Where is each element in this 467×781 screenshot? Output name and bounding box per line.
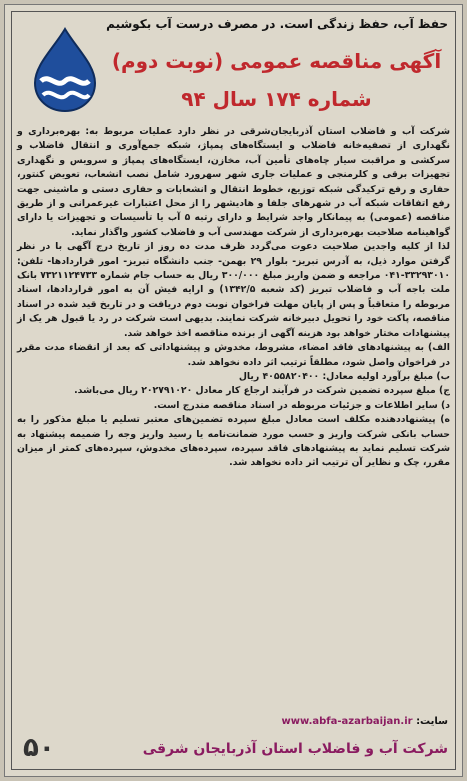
- newspaper-ad: [4, 4, 463, 777]
- condition-b: ب) مبلغ برآورد اولیه معادل: ۴۰۵۵۸۲۰۴۰۰ ریال: [238, 370, 450, 382]
- condition-e: ه) پیشنهاددهنده مکلف است معادل مبلغ سپرده تضمین‌های معتبر تسلیم یا مبلغ مذکور را به حساب بانکی شرکت واریز و حسب مورد ضمانت‌نامه یا رسید واریز وجه را ضمیمه پیشنهاد به شرکت تسلیم نماید به پیشنهادهای فاقد سپرده، سپرده‌های مخدوش، سپرده‌های کمتر از میزان مقرر، چک و نظایر آن ترتیب اثر داده نخواهد شد.: [17, 414, 450, 469]
- website-link[interactable]: www.abfa-azarbaijan.ir: [281, 716, 413, 727]
- ad-body: [17, 125, 450, 471]
- invitation-paragraph: لذا از کلیه واجدین صلاحیت دعوت می‌گردد ظرف مدت ده روز از تاریخ درج آگهی با در نظر گرفتن موارد ذیل، به آدرس تبریز- بلوار ۲۹ بهمن- جنب دانشگاه تبریز- امور قراردادها- تلفن: ۳۳۲۹۳۰۱۰-۰۴۱ مراجعه و ضمن واریز مبلغ ۳۰۰/۰۰۰ ریال به حساب جام شماره ۷۳۲۱۱۲۴۷۳۳ بانک ملت باجه آب و فاضلاب تبریز (کد شعبه ۱۳۴۲/۵) و ارایه فیش آن به امور قراردادها، اسناد مربوطه را متعاقباً و پس از پایان مهلت فراخوان نوبت دوم دریافت و در تاریخ قید شده در اسناد مناقصه، پاکت خود را تحویل دبیرخانه شرکت نمایند. بدیهی است شرکت در رد یا قبول هر یک از پیشنهادات مختار خواهد بود هزینه آگهی از برنده مناقصه اخذ خواهد شد.: [17, 241, 450, 339]
- intro-paragraph: شرکت آب و فاضلاب استان آذربایجان‌شرقی در نظر دارد عملیات مربوط به: بهره‌برداری و نگهداری از تصفیه‌خانه فاضلاب و ایستگاه‌های پمپاژ، شبکه جمع‌آوری و انتقال فاضلاب و سرکشی و مراقبت سیار چاه‌های تأمین آب، مخازن، ایستگاه‌های پمپاژ و سرویس و نگهداری تجهیزات برقی و کلرمنجی و عملیات جاری شهر سهرورد شامل نصب انشعاب، تعویض کنتور، حفاری و رفع ترکیدگی شبکه توزیع، خطوط انتقال و انشعابات و حفاری دستی و ماشینی جهت رفع اتفاقات شبکه آب در شهرهای جلفا و هادیشهر را از محل اعتبارات غیرعمرانی و از طریق مناقصه (عمومی) به پیمانکار واجد شرایط و دارای رتبه ۵ آب یا تأسیسات و تجهیزات یا دارای گواهینامه صلاحیت بهره‌برداری از شرکت مهندسی آب و فاضلاب کشور واگذار نماید.: [17, 126, 450, 238]
- ad-title: آگهی مناقصه عمومی (نوبت دوم): [111, 49, 442, 73]
- ad-number: شماره ۱۷۴ سال ۹۴: [181, 87, 372, 111]
- website-line: [8, 716, 448, 727]
- condition-a: الف) به پیشنهادهای فاقد امضاء، مشروط، مخدوش و پیشنهاداتی که بعد از انقضاء مدت مقرر در فراخوان واصل شود، مطلقاً ترتیب اثر داده نخواهد شد.: [17, 342, 450, 368]
- water-drop-logo-icon: [27, 25, 103, 113]
- company-name: شرکت آب و فاضلاب استان آذربایجان شرقی: [142, 741, 448, 757]
- condition-d: د) سایر اطلاعات و جزئیات مربوطه در اسناد مناقصه مندرج است.: [153, 399, 450, 411]
- ad-code: ۵۰: [23, 733, 55, 763]
- ad-slogan: حفظ آب، حفظ زندگی است. در مصرف درست آب بکوشیم: [106, 17, 448, 31]
- condition-c: ج) مبلغ سپرده تضمین شرکت در فرآیند ارجاع کار معادل ۲۰۲۷۹۱۰۲۰ ریال می‌باشد.: [74, 385, 450, 397]
- website-label: سایت:: [416, 716, 448, 727]
